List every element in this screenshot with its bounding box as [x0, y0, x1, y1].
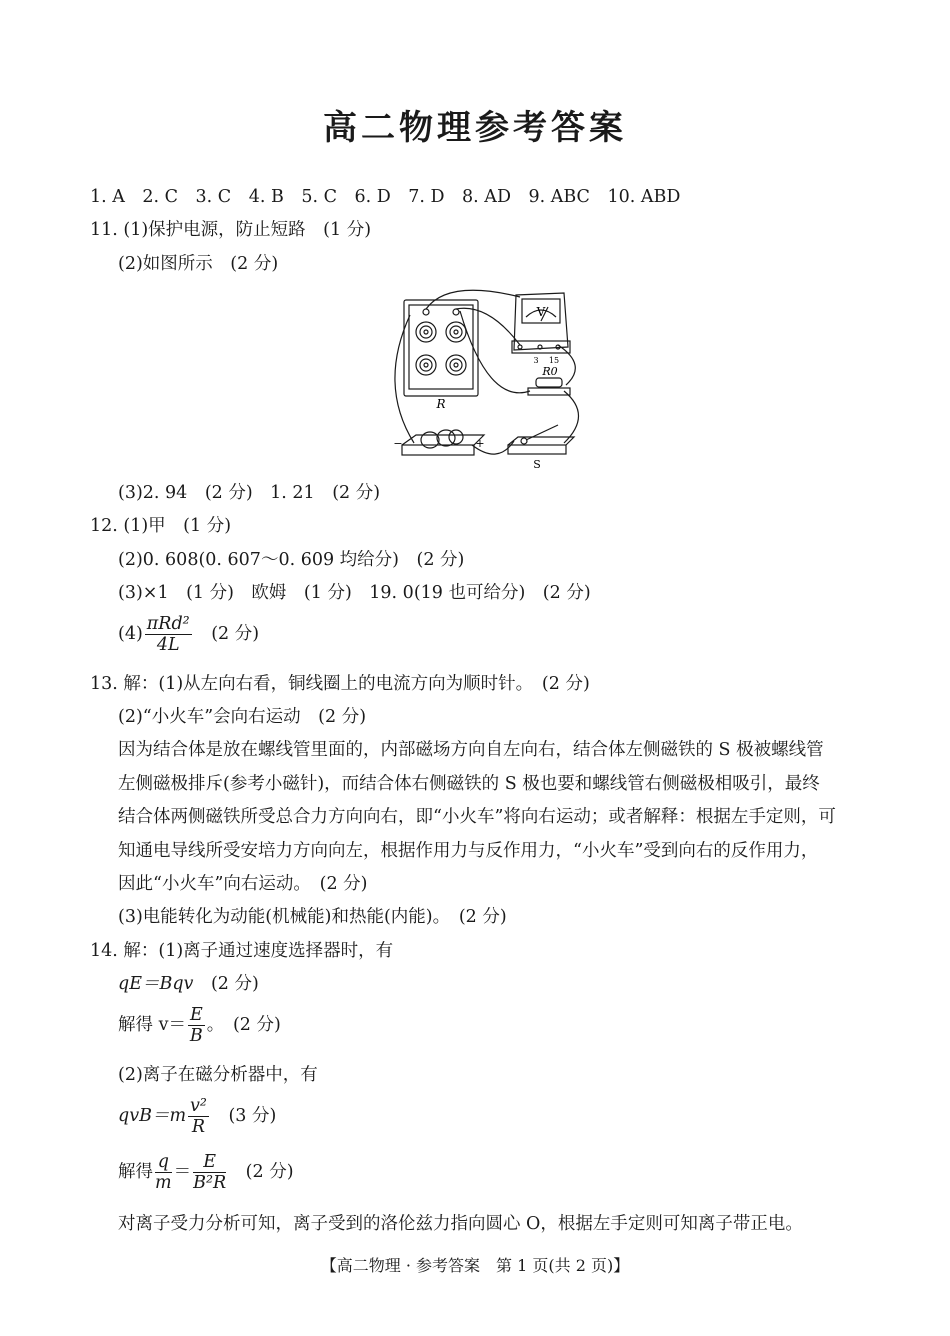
q13-part2: (2)“小火车”会向右运动 (2 分): [118, 707, 367, 727]
label-plus: +: [475, 437, 485, 450]
q14-part2: (2)离子在磁分析器中，有: [118, 1065, 318, 1085]
q13-part3: (3)电能转化为动能(机械能)和热能(内能)。 (2 分): [118, 907, 507, 927]
label-minus: −: [393, 437, 403, 450]
q14-equation-1: qE＝Bqv (2 分): [118, 974, 259, 994]
q12-part1: 12. (1)甲 (1 分): [90, 516, 232, 536]
q11-part3: (3)2. 94 (2 分) 1. 21 (2 分): [118, 483, 381, 503]
q14-equation-4: 解得 $\frac{q}{m}$ ＝ $\frac{E}{\text{B²R}}$ (2 分): [118, 1152, 294, 1193]
page-footer: 【高二物理 · 参考答案 第 1 页(共 2 页)】: [320, 1256, 630, 1275]
page-title: 高二物理参考答案: [323, 108, 627, 148]
q12-part3: (3)×1 (1 分) 欧姆 (1 分) 19. 0(19 也可给分) (2 分): [118, 583, 591, 603]
label-R0: R0: [542, 365, 558, 378]
q13-explanation-1: 因为结合体是放在螺线管里面的，内部磁场方向自左向右，结合体左侧磁铁的 S 极被螺线管: [118, 740, 824, 760]
label-S: S: [533, 458, 541, 471]
answers-1-10: 1. A 2. C 3. C 4. B 5. C 6. D 7. D 8. AD 9. ABC 10. ABD: [90, 187, 681, 207]
label-3: 3: [533, 356, 539, 365]
fraction-pi-r-d2-over-4l: $\frac{\text{πRd²}}{4L}$: [146, 614, 190, 655]
label-15: 15: [548, 356, 560, 365]
q14-equation-3: qvB＝m $\frac{\text{v²}}{R}$ (3 分): [118, 1096, 277, 1137]
q13-explanation-5: 因此“小火车”向右运动。 (2 分): [118, 874, 368, 894]
q14-part1: 14. 解：(1)离子通过速度选择器时，有: [90, 941, 394, 961]
q13-explanation-3: 结合体两侧磁铁所受总合力方向向右，即“小火车”将向右运动；或者解释：根据左手定则，可: [118, 807, 836, 827]
q13-part1: 13. 解：(1)从左向右看，铜线圈上的电流方向为顺时针。 (2 分): [90, 674, 590, 694]
fraction-q-over-m: $\frac{q}{m}$: [155, 1152, 172, 1193]
label-V: V: [536, 305, 546, 319]
label-R: R: [436, 397, 446, 411]
q14-equation-2: 解得 v＝ $\frac{E}{B}$ 。 (2 分): [118, 1005, 281, 1046]
q11-part1: 11. (1)保护电源，防止短路 (1 分): [90, 220, 372, 240]
q12-part4: (4) $\frac{\text{πRd²}}{4L}$ (2 分): [118, 614, 260, 655]
q11-part2: (2)如图所示 (2 分): [118, 254, 279, 274]
q12-part2: (2)0. 608(0. 607～0. 609 均给分) (2 分): [118, 550, 465, 570]
q14-conclusion: 对离子受力分析可知，离子受到的洛伦兹力指向圆心 O，根据左手定则可知离子带正电。: [118, 1214, 803, 1234]
q13-explanation-2: 左侧磁极排斥(参考小磁针)，而结合体右侧磁铁的 S 极也要和螺线管右侧磁极相吸引，最终: [118, 774, 820, 794]
circuit-diagram: [388, 285, 600, 475]
fraction-e-over-b2r: $\frac{E}{\text{B²R}}$: [193, 1152, 227, 1193]
fraction-v2-over-r: $\frac{\text{v²}}{R}$: [190, 1096, 207, 1137]
q13-explanation-4: 知通电导线所受安培力方向向左，根据作用力与反作用力，“小火车”受到向右的反作用力，: [118, 841, 819, 861]
fraction-e-over-b: $\frac{E}{B}$: [189, 1005, 203, 1046]
